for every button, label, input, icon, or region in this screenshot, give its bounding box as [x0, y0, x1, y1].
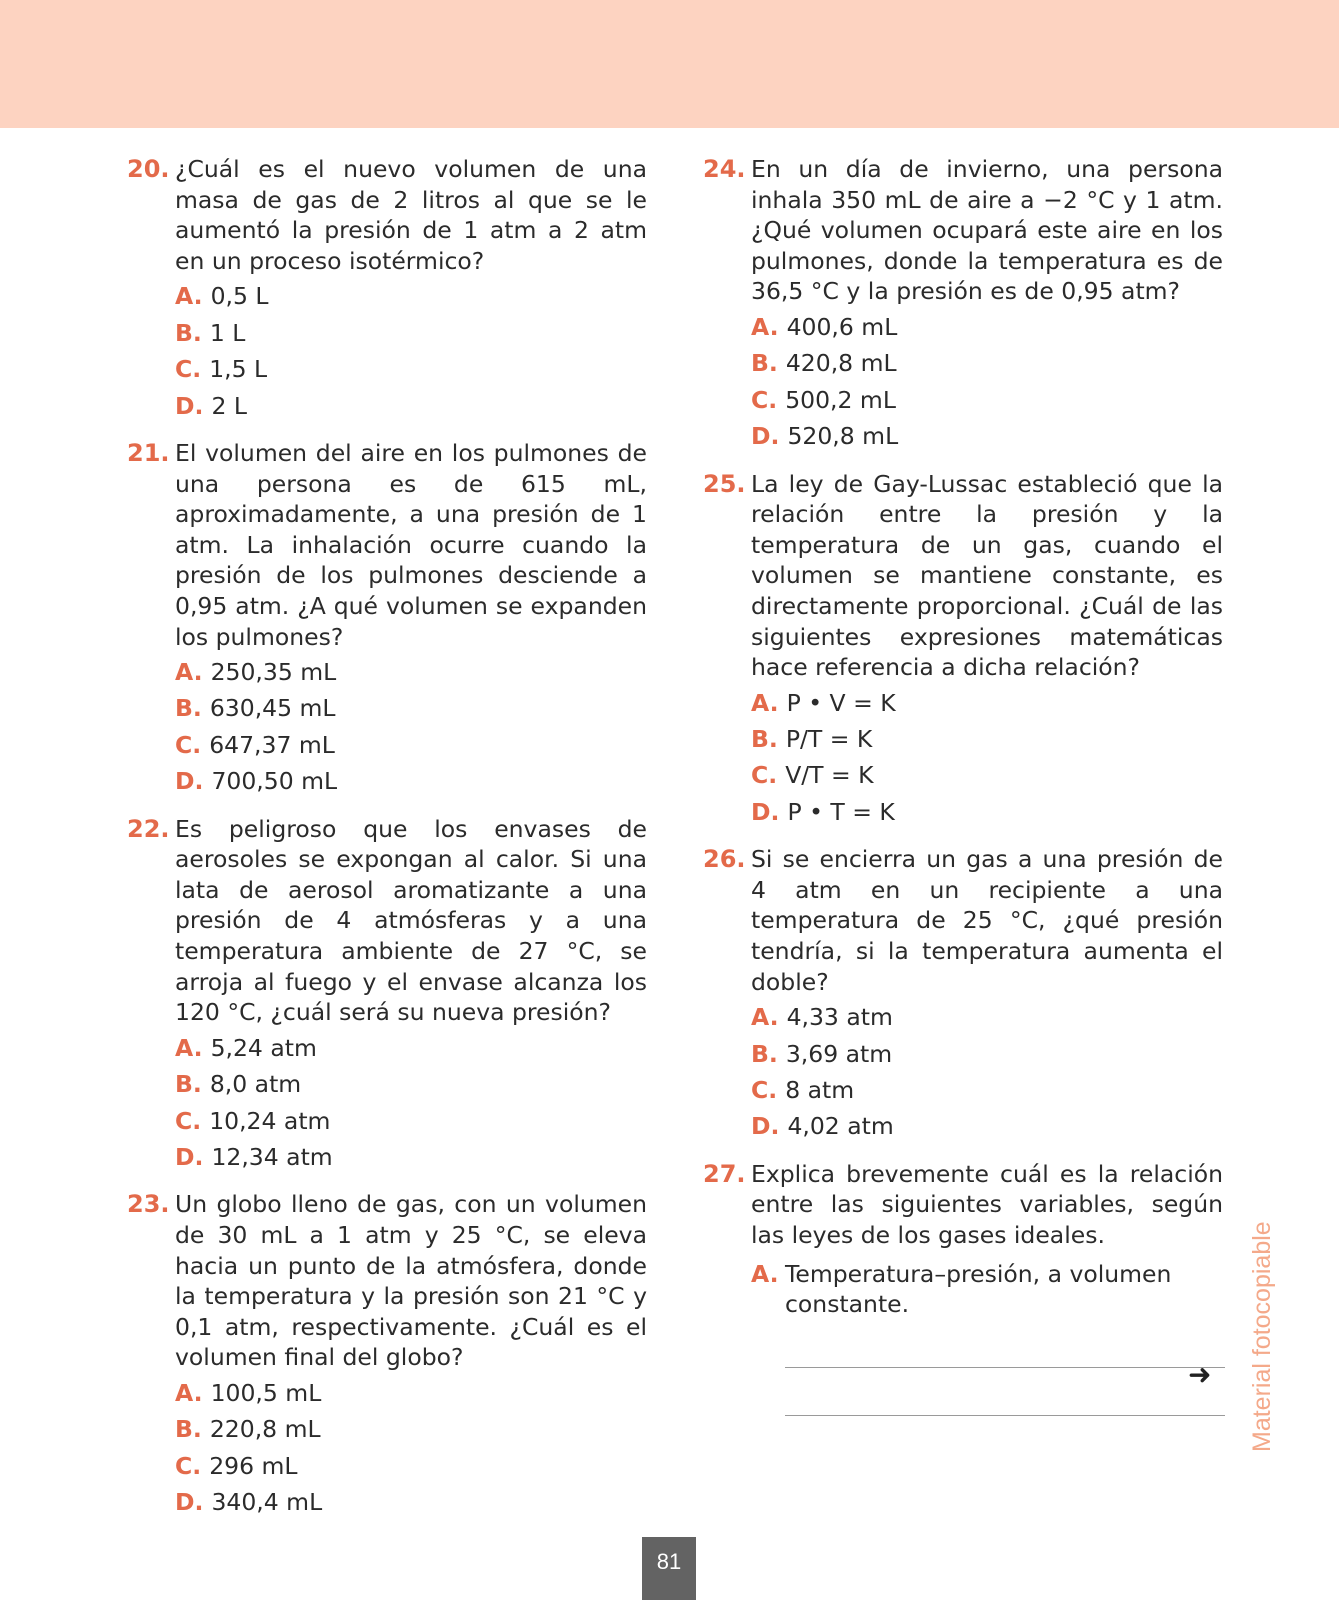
option-text: 296 mL [209, 1451, 298, 1480]
option-letter: D. [751, 1112, 780, 1141]
option-b[interactable] [175, 1066, 647, 1102]
option-list [175, 278, 647, 424]
option-text: P/T = K [785, 725, 873, 754]
option-letter: A. [751, 1003, 779, 1032]
question-text: La ley de Gay-Lussac estableció que la relación entre la presión y la temperatura de un gas, cuando el volumen se mantiene constante, es directamente proporcional. ¿Cuál de las siguientes expresiones matemáticas hace referencia a dicha relación? [751, 469, 1223, 682]
option-a[interactable] [175, 278, 647, 314]
option-list [751, 309, 1223, 455]
question-number: 24. [703, 155, 746, 183]
option-letter: C. [175, 355, 202, 384]
option-text: 220,8 mL [209, 1415, 321, 1444]
option-letter: B. [175, 694, 202, 723]
answer-line[interactable] [785, 1368, 1225, 1416]
option-text: 520,8 mL [787, 422, 899, 451]
question-text: En un día de invierno, una persona inhala 350 mL de aire a −2 °C y 1 atm. ¿Qué volumen ocupará este aire en los pulmones, donde la temperatura es de 36,5 °C y la presión es de 0,95 atm? [751, 155, 1223, 306]
right-column [703, 154, 1223, 1430]
question-number: 26. [703, 845, 746, 874]
option-letter: C. [175, 730, 202, 759]
option-c[interactable] [751, 1072, 1223, 1108]
question-number: 27. [703, 1159, 746, 1188]
option-d[interactable] [175, 1139, 647, 1175]
question-22 [127, 814, 647, 1176]
option-d[interactable] [751, 418, 1223, 454]
option-text: 3,69 atm [785, 1039, 893, 1068]
option-text: 500,2 mL [785, 385, 896, 414]
question-20 [127, 154, 647, 424]
option-c[interactable] [175, 351, 647, 387]
option-text: 2 L [211, 391, 247, 420]
option-list [751, 685, 1223, 831]
option-letter: D. [175, 391, 204, 420]
option-text: 250,35 mL [210, 658, 337, 687]
question-26 [703, 844, 1223, 1145]
page-number: 81 [642, 1537, 696, 1600]
option-a[interactable] [751, 999, 1223, 1035]
option-text: 12,34 atm [211, 1142, 333, 1171]
option-letter: C. [175, 1451, 202, 1480]
option-letter: B. [751, 349, 778, 378]
question-number: 22. [127, 814, 170, 843]
option-letter: B. [751, 1039, 778, 1068]
option-text: 400,6 mL [786, 312, 898, 341]
option-letter: A. [751, 1259, 779, 1288]
option-b[interactable] [751, 721, 1223, 757]
option-text: 1,5 L [209, 355, 268, 384]
option-text: 100,5 mL [210, 1378, 322, 1407]
option-letter: A. [175, 1378, 203, 1407]
answer-line[interactable] [785, 1320, 1225, 1368]
left-column [127, 154, 647, 1535]
option-letter: D. [751, 797, 780, 826]
option-text: 340,4 mL [211, 1488, 323, 1517]
option-list [175, 1375, 647, 1521]
question-23 [127, 1189, 647, 1520]
option-b[interactable] [751, 345, 1223, 381]
option-letter: C. [751, 385, 778, 414]
option-b[interactable] [175, 1411, 647, 1447]
open-item-text: Temperatura–presión, a volumen constante. [785, 1259, 1172, 1319]
option-d[interactable] [175, 388, 647, 424]
option-d[interactable] [175, 763, 647, 799]
option-letter: B. [175, 318, 202, 347]
question-number: 25. [703, 469, 746, 498]
question-number: 21. [127, 438, 170, 467]
question-number: 23. [127, 1190, 170, 1219]
option-a[interactable] [175, 654, 647, 690]
option-letter: C. [751, 1076, 778, 1104]
option-letter: A. [175, 1033, 203, 1062]
option-text: V/T = K [785, 761, 874, 790]
option-text: 647,37 mL [209, 730, 335, 759]
question-25 [703, 469, 1223, 831]
question-text: Explica brevemente cuál es la relación entre las siguientes variables, según las leyes de los gases ideales. [751, 1159, 1223, 1249]
option-c[interactable] [751, 757, 1223, 793]
option-text: 4,33 atm [786, 1003, 893, 1032]
question-text: El volumen del aire en los pulmones de una persona es de 615 mL, aproximadamente, a una presión de 1 atm. La inhalación ocurre cuando la presión de los pulmones desciende a 0,95 atm. ¿A qué volumen se expanden los pulmones? [175, 438, 647, 651]
option-text: 0,5 L [210, 282, 269, 311]
option-letter: D. [175, 767, 204, 796]
option-list [175, 1030, 647, 1176]
question-text: Un globo lleno de gas, con un volumen de 30 mL a 1 atm y 25 °C, se eleva hacia un punto de la atmósfera, donde la temperatura y la presión son 21 °C y 0,1 atm, respectivamente. ¿Cuál es el volumen final del globo? [175, 1190, 647, 1372]
question-text: ¿Cuál es el nuevo volumen de una masa de gas de 2 litros al que se le aumentó la presión de 1 atm a 2 atm en un proceso isotérmico? [175, 155, 647, 275]
option-text: 1 L [209, 318, 246, 347]
open-item-a [751, 1259, 1223, 1320]
option-text: 4,02 atm [787, 1112, 894, 1141]
option-letter: B. [751, 725, 778, 754]
question-number: 20. [127, 155, 170, 183]
question-text: Si se encierra un gas a una presión de 4 atm en un recipiente a una temperatura de 25 °C, ¿qué presión tendría, si la temperatura aumenta el doble? [751, 845, 1223, 996]
option-letter: B. [175, 1415, 202, 1444]
question-21 [127, 438, 647, 800]
option-text: 8 atm [785, 1076, 855, 1104]
question-text: Es peligroso que los envases de aerosoles se expongan al calor. Si una lata de aerosol aromatizante a una presión de 4 atmósferas y a una temperatura ambiente de 27 °C, se arroja al fuego y el envase alcanza los 120 °C, ¿cuál será su nueva presión? [175, 814, 647, 1027]
option-c[interactable] [751, 382, 1223, 418]
option-letter: A. [751, 312, 779, 341]
header-band [0, 0, 1339, 128]
option-a[interactable] [751, 685, 1223, 721]
option-letter: A. [175, 282, 203, 311]
option-letter: D. [175, 1488, 204, 1517]
option-text: 8,0 atm [209, 1070, 302, 1099]
option-letter: D. [751, 422, 780, 451]
option-d[interactable] [751, 794, 1223, 830]
option-letter: B. [175, 1070, 202, 1099]
option-letter: C. [175, 1106, 202, 1135]
option-text: P • V = K [786, 688, 896, 717]
option-text: 700,50 mL [211, 767, 338, 796]
option-b[interactable] [751, 1036, 1223, 1072]
next-arrow-icon: ➜ [1188, 1358, 1212, 1391]
option-text: 5,24 atm [210, 1033, 317, 1062]
question-24 [703, 154, 1223, 455]
option-text: P • T = K [787, 797, 895, 826]
option-letter: A. [751, 688, 779, 717]
option-d[interactable] [175, 1484, 647, 1520]
option-a[interactable] [175, 1030, 647, 1066]
option-c[interactable] [175, 1103, 647, 1139]
option-letter: D. [175, 1142, 204, 1171]
option-a[interactable] [751, 309, 1223, 345]
option-b[interactable] [175, 315, 647, 351]
side-label: Material fotocopiable [1248, 1221, 1276, 1452]
option-letter: C. [751, 761, 778, 790]
option-list [751, 999, 1223, 1145]
option-b[interactable] [175, 690, 647, 726]
option-text: 420,8 mL [785, 349, 897, 378]
option-c[interactable] [175, 727, 647, 763]
option-list [175, 654, 647, 800]
option-text: 10,24 atm [209, 1106, 331, 1135]
option-a[interactable] [175, 1375, 647, 1411]
question-27 [703, 1159, 1223, 1416]
option-text: 630,45 mL [209, 694, 336, 723]
option-letter: A. [175, 658, 203, 687]
option-d[interactable] [751, 1108, 1223, 1144]
option-c[interactable] [175, 1448, 647, 1484]
